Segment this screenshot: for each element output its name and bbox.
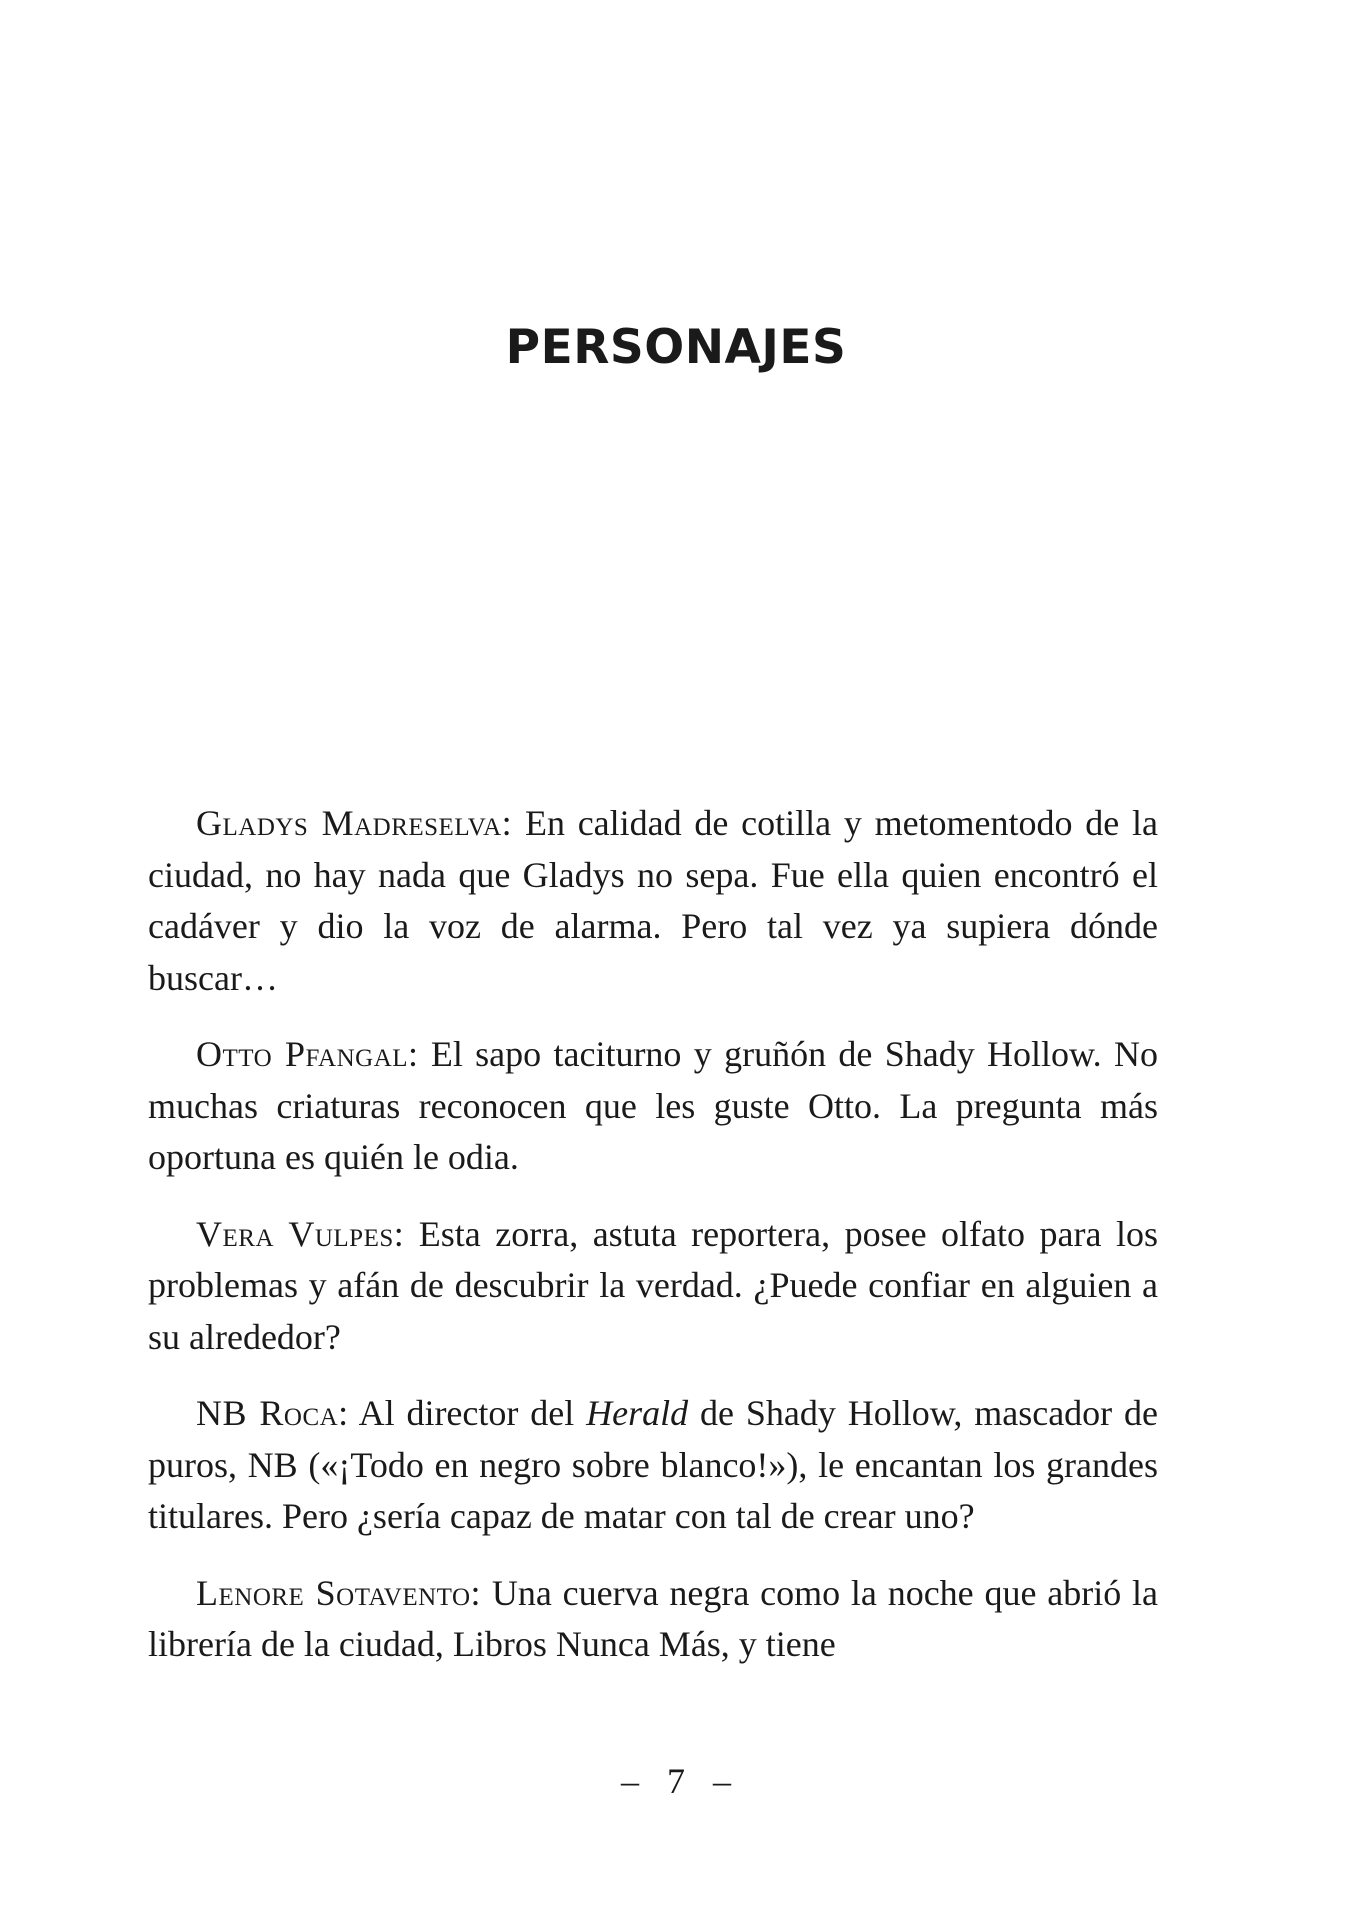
character-name: Gladys Madreselva: xyxy=(196,803,513,843)
character-entry-otto xyxy=(148,1029,1158,1184)
character-description-end: de Shady Hollow, mascador de puros, NB («¡Todo en negro sobre blanco!»), le encantan los grandes titulares. Pero ¿sería capaz de matar con tal de crear uno? xyxy=(148,1393,1159,1536)
character-description: En calidad de cotilla y metomentodo de la ciudad, no hay nada que Gladys no sepa. Fue ella quien encontró el cadáver y dio la voz de alarma. Pero tal vez ya supiera dónde buscar… xyxy=(148,803,1158,998)
character-name: Vera Vulpes: xyxy=(196,1213,405,1254)
character-description: El sapo taciturno y gruñón de Shady Hollow. No muchas criaturas reconocen que les guste Otto. La pregunta más oportuna es quién le odia. xyxy=(148,1034,1159,1177)
character-entry-nb xyxy=(148,1388,1158,1543)
character-list xyxy=(148,798,1158,1696)
folio-dash-left: – xyxy=(621,1761,639,1801)
character-name: Otto Pfangal: xyxy=(196,1034,419,1074)
character-name: Lenore Sotavento: xyxy=(196,1572,482,1613)
character-description: Una cuerva negra como la noche que abrió la librería de la ciudad, Libros Nunca Más, y tiene xyxy=(148,1572,1158,1664)
folio-dash-right: – xyxy=(713,1761,731,1801)
character-entry-vera xyxy=(148,1209,1158,1364)
character-entry-gladys xyxy=(148,798,1158,1004)
page-title: PERSONAJES xyxy=(505,320,847,375)
character-description-start: Al director del xyxy=(348,1393,587,1433)
character-description: Esta zorra, astuta reportera, posee olfato para los problemas y afán de descubrir la verdad. ¿Puede confiar en alguien a su alrededor? xyxy=(148,1213,1158,1357)
character-entry-lenore xyxy=(148,1568,1158,1671)
character-name: NB Roca: xyxy=(196,1393,349,1433)
newspaper-title: Herald xyxy=(586,1393,689,1433)
folio-number: 7 xyxy=(667,1761,685,1801)
page-number xyxy=(0,1760,1352,1802)
